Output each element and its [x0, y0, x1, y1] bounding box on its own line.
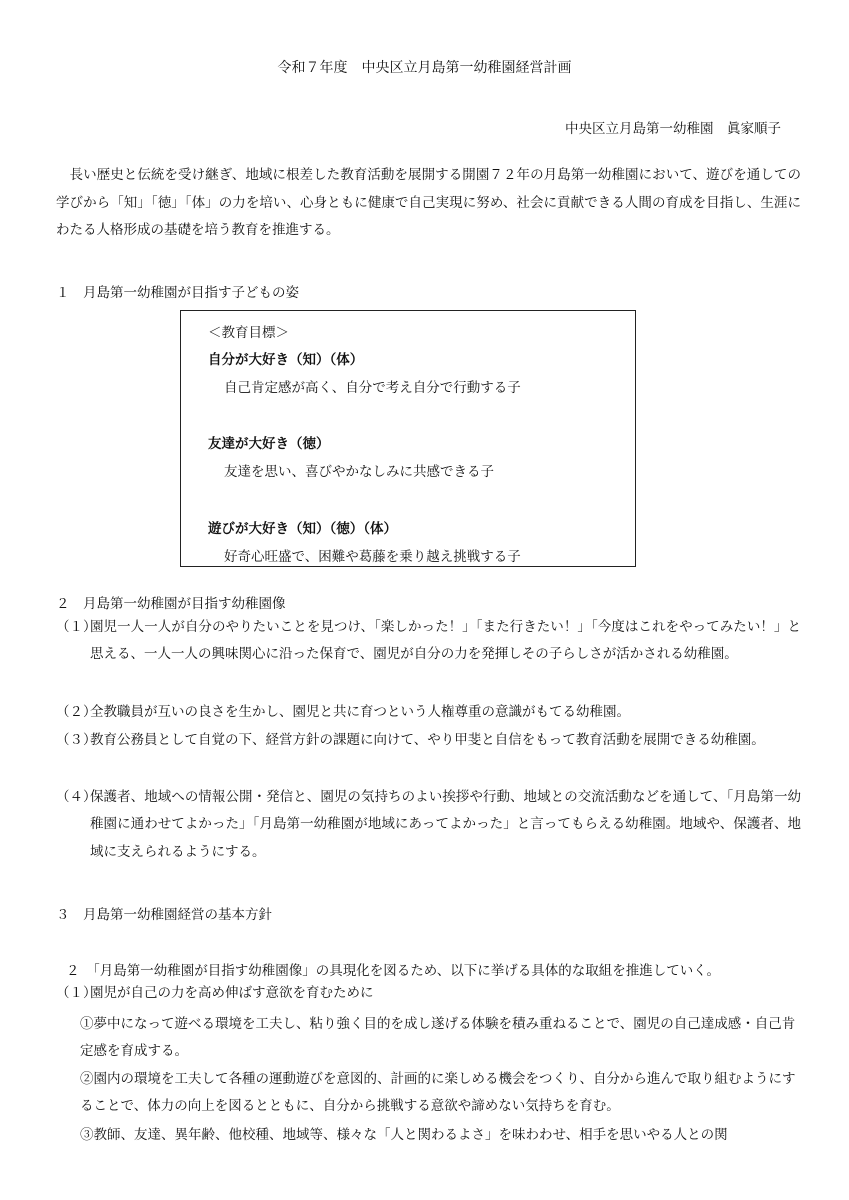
section3-lead: ２ 「月島第一幼稚園が目指す幼稚園像」の具現化を図るため、以下に挙げる具体的な取組を推進していく。 [66, 963, 720, 979]
item-text: 園児一人一人が自分のやりたいことを見つけ、「楽しかった！」「また行きたい！」「今度はこれをやってみたい！」と思える、一人一人の興味関心に沿った保育で、園児が自分の力を発揮しその子らしさが活かされる幼稚園。 [90, 619, 801, 663]
list-item [56, 614, 801, 669]
section2-heading: ２ 月島第一幼稚園が目指す幼稚園像 [56, 596, 286, 612]
point-text: ②園内の環境を工夫して各種の運動遊びを意図的、計画的に楽しめる機会をつくり、自分から進んで取り組むようにすることで、体力の向上を図るとともに、自分から挑戦する意欲や諦めない気持ちを育む。 [80, 1071, 796, 1114]
policy-point [80, 1011, 800, 1065]
item-text: 保護者、地域への情報公開・発信と、園児の気持ちのよい挨拶や行動、地域との交流活動などを通して、「月島第一幼稚園に通わせてよかった」「月島第一幼稚園が地域にあってよかった」と言ってもらえる幼稚園。地域や、保護者、地域に支えられるようにする。 [90, 789, 801, 860]
point-text: ③教師、友達、異年齢、他校種、地域等、様々な「人と関わるよさ」を味わわせ、相手を思いやる人との関 [80, 1127, 728, 1143]
list-item [56, 727, 801, 754]
item-number: （１） [56, 985, 97, 1001]
item-text: 園児が自己の力を高め伸ばす意欲を育むために [90, 985, 374, 1001]
item-text: 全教職員が互いの良さを生かし、園児と共に育つという人権尊重の意識がもてる幼稚園。 [90, 704, 630, 720]
item-number: （４） [56, 789, 97, 805]
intro-paragraph: 長い歴史と伝統を受け継ぎ、地域に根差した教育活動を展開する開園７２年の月島第一幼稚園において、遊びを通しての学びから「知」「徳」「体」の力を培い、心身ともに健康で自己実現に努め、社会に貢献できる人間の育成を目指し、生涯にわたる人格形成の基礎を培う教育を推進する。 [56, 167, 801, 238]
goals-label: ＜教育目標＞ [208, 325, 289, 341]
goal-description: 友達を思い、喜びやかなしみに共感できる子 [224, 464, 494, 480]
sub-heading [56, 980, 801, 1007]
item-number: （３） [56, 732, 97, 748]
item-number: （２） [56, 704, 97, 720]
document-title: 令和７年度 中央区立月島第一幼稚園経営計画 [277, 60, 572, 76]
document-author: 中央区立月島第一幼稚園 眞家順子 [565, 121, 781, 137]
goal-title: 遊びが大好き（知）（徳）（体） [208, 521, 397, 537]
item-number: （１） [56, 619, 97, 635]
goal-title: 自分が大好き（知）（体） [208, 352, 364, 368]
item-text: 教育公務員として自覚の下、経営方針の課題に向けて、やり甲斐と自信をもって教育活動を展開できる幼稚園。 [90, 732, 765, 748]
policy-point [80, 1066, 800, 1120]
goal-description: 好奇心旺盛で、困難や葛藤を乗り越え挑戦する子 [224, 549, 521, 565]
list-item [56, 784, 801, 866]
education-goals-box [180, 310, 636, 567]
list-item [56, 699, 801, 726]
section3-heading: ３ 月島第一幼稚園経営の基本方針 [56, 907, 272, 923]
goal-title: 友達が大好き（徳） [208, 436, 330, 452]
point-text: ①夢中になって遊べる環境を工夫し、粘り強く目的を成し遂げる体験を積み重ねることで、園児の自己達成感・自己肯定感を育成する。 [80, 1016, 796, 1059]
policy-point [80, 1122, 800, 1149]
section1-heading: １ 月島第一幼稚園が目指す子どもの姿 [56, 285, 299, 301]
goal-description: 自己肯定感が高く、自分で考え自分で行動する子 [224, 380, 521, 396]
